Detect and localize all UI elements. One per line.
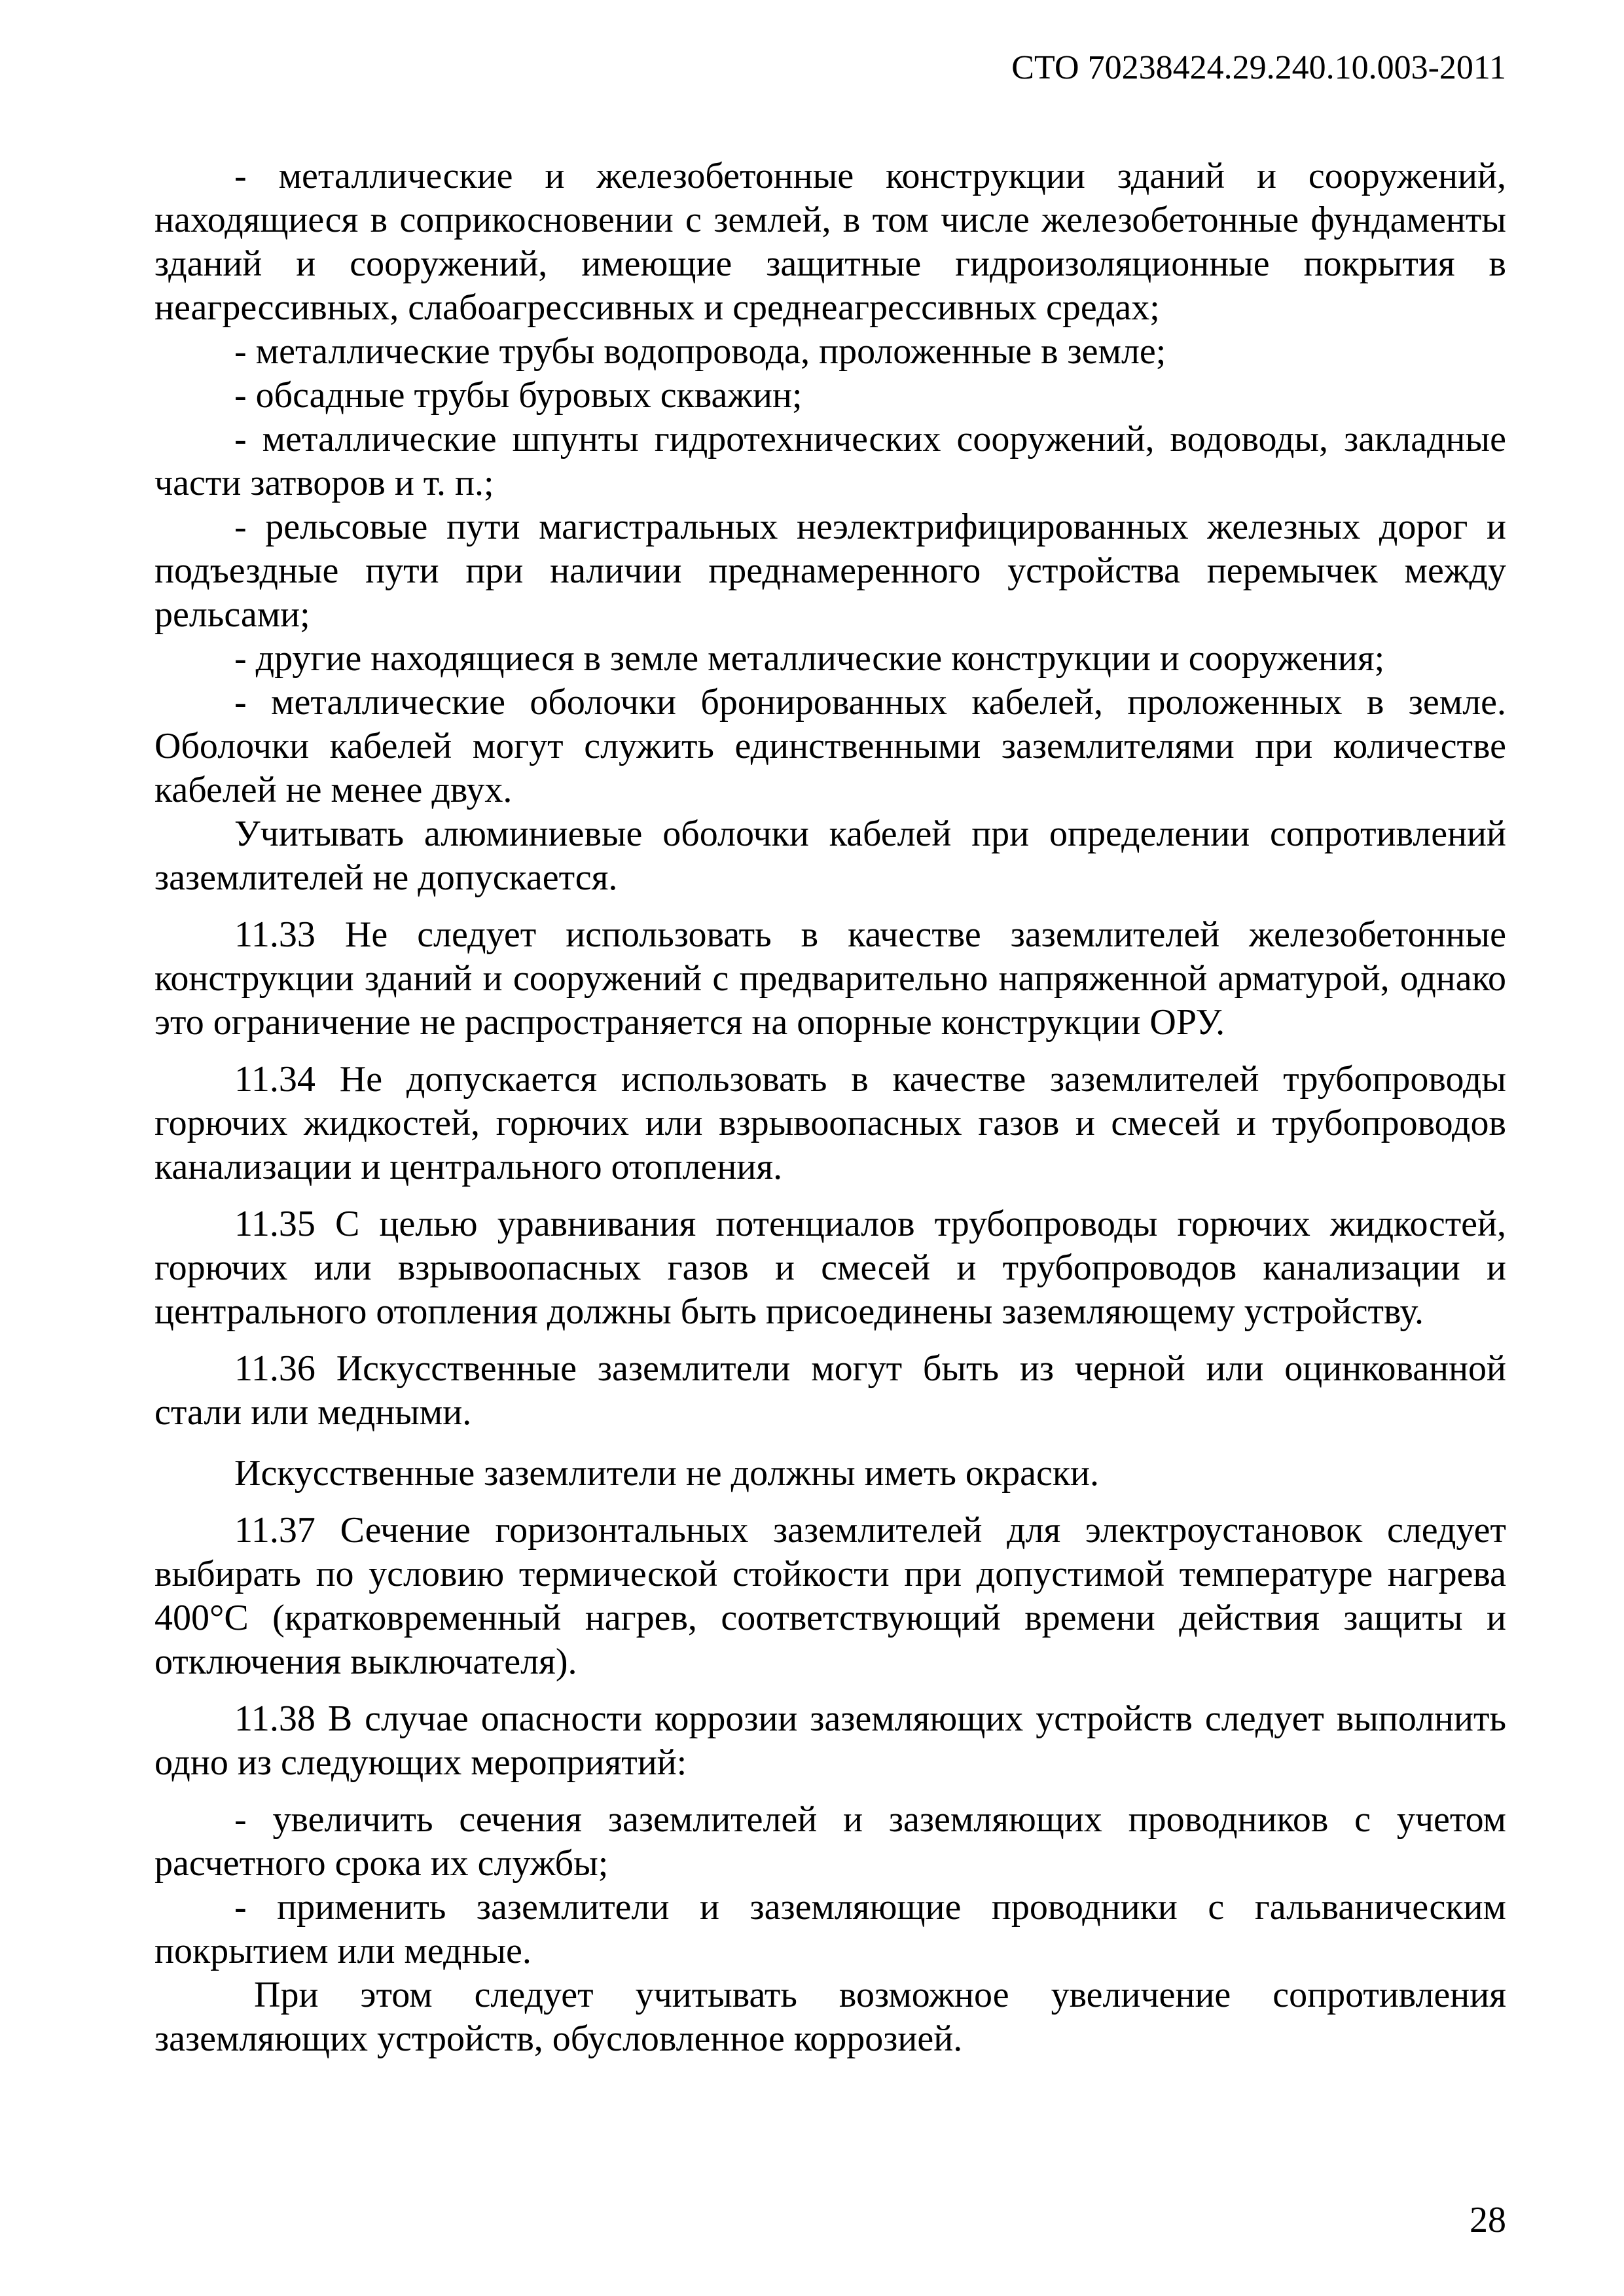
list-item-cable-sheaths: - металлические оболочки бронированных кабелей, проложенных в земле. Оболочки кабелей могут служить единственными заземлителями при количестве кабелей не менее двух. — [154, 682, 1506, 810]
clause-11-36: 11.36 Искусственные заземлители могут быть из черной или оцинкованной стали или медными. — [154, 1348, 1506, 1433]
document-code-header: СТО 70238424.29.240.10.003-2011 — [1011, 49, 1506, 86]
clause-11-37: 11.37 Сечение горизонтальных заземлителей для электроустановок следует выбирать по условию термической стойкости при допустимой температуре нагрева 400°С (кратковременный нагрев, соответствующий времени действия защиты и отключения выключателя). — [154, 1510, 1506, 1682]
paragraph-no-painting: Искусственные заземлители не должны иметь окраски. — [234, 1453, 1100, 1494]
clause-11-34: 11.34 Не допускается использовать в качестве заземлителей трубопроводы горючих жидкостей, горючих или взрывоопасных газов и смесей и трубопроводов канализации и центрального отопления. — [154, 1059, 1506, 1187]
page-body — [154, 154, 1506, 2061]
list-item-rail-tracks: - рельсовые пути магистральных неэлектрифицированных железных дорог и подъездные пути при наличии преднамеренного устройства перемычек между рельсами; — [154, 507, 1506, 635]
list-item-water-pipes: - металлические трубы водопровода, проложенные в земле; — [234, 331, 1166, 372]
list-item-other-structures: - другие находящиеся в земле металлические конструкции и сооружения; — [234, 638, 1385, 679]
clause-11-35: 11.35 С целью уравнивания потенциалов трубопроводы горючих жидкостей, горючих или взрывоопасных газов и смесей и трубопроводов канализации и центрального отопления должны быть присоединены заземляющему устройству. — [154, 1204, 1506, 1332]
list-item-metal-concrete-structures: - металлические и железобетонные конструкции зданий и сооружений, находящиеся в соприкосновении с землей, в том числе железобетонные фундаменты зданий и сооружений, имеющие защитные гидроизоляционные покрытия в неагрессивных, слабоагрессивных и среднеагрессивных средах; — [154, 156, 1506, 328]
list-item-casing-pipes: - обсадные трубы буровых скважин; — [234, 375, 803, 416]
page-number: 28 — [1470, 2200, 1506, 2240]
clause-11-33: 11.33 Не следует использовать в качестве заземлителей железобетонные конструкции зданий и сооружений с предварительно напряженной арматурой, однако это ограничение не распространяется на опорные конструкции ОРУ. — [154, 914, 1506, 1043]
list-item-increase-sections: - увеличить сечения заземлителей и заземляющих проводников с учетом расчетного срока их службы; — [154, 1799, 1506, 1884]
paragraph-aluminium-sheaths: Учитывать алюминиевые оболочки кабелей при определении сопротивлений заземлителей не допускается. — [154, 814, 1506, 898]
clause-11-38: 11.38 В случае опасности коррозии заземляющих устройств следует выполнить одно из следующих мероприятий: — [154, 1698, 1506, 1783]
paragraph-resistance-increase: При этом следует учитывать возможное увеличение сопротивления заземляющих устройств, обусловленное коррозией. — [154, 1975, 1506, 2059]
list-item-sheet-piles: - металлические шпунты гидротехнических сооружений, водоводы, закладные части затворов и т. п.; — [154, 419, 1506, 503]
list-item-galvanic-coating: - применить заземлители и заземляющие проводники с гальваническим покрытием или медные. — [154, 1887, 1506, 1971]
